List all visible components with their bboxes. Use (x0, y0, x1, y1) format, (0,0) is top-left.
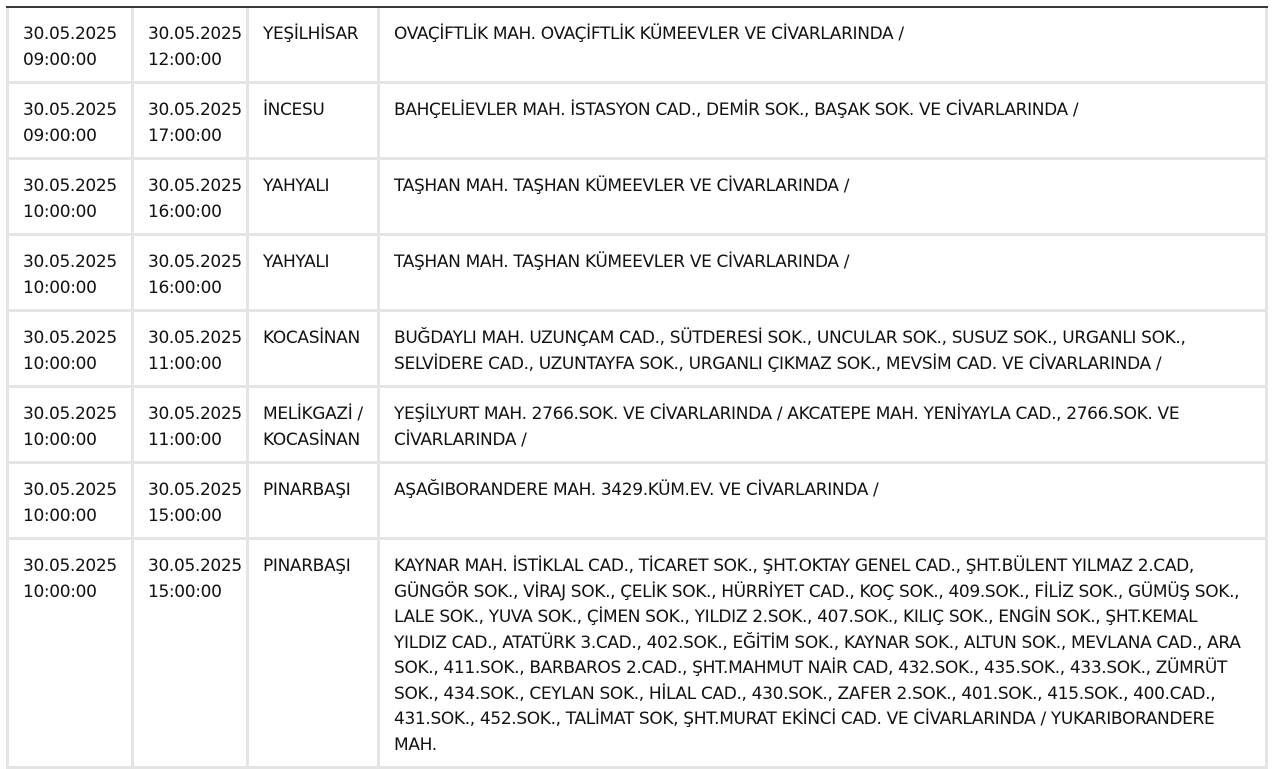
streets-cell: TAŞHAN MAH. TAŞHAN KÜMEEVLER VE CİVARLARINDA / (380, 236, 1268, 312)
end-date: 30.05.2025 (148, 556, 242, 576)
end-cell (134, 8, 249, 84)
start-date: 30.05.2025 (23, 328, 117, 348)
streets-cell: KAYNAR MAH. İSTİKLAL CAD., TİCARET SOK., ŞHT.OKTAY GENEL CAD., ŞHT.BÜLENT YILMAZ 2.CAD, GÜNGÖR SOK., VİRAJ SOK., ÇELİK SOK., HÜRRİYET CAD., KOÇ SOK., 409.SOK., FİLİZ SOK., GÜMÜŞ SOK., LALE SOK., YUVA SOK., ÇİMEN SOK., YILDIZ 2.SOK., 407.SOK., KILIÇ SOK., ENGİN SOK., ŞHT.KEMAL YILDIZ CAD., ATATÜRK 3.CAD., 402.SOK., EĞİTİM SOK., KAYNAR SOK., ALTUN SOK., MEVLANA CAD., ARA SOK., 411.SOK., BARBAROS 2.CAD., ŞHT.MAHMUT NAİR CAD, 432.SOK., 435.SOK., 433.SOK., ZÜMRÜT SOK., 434.SOK., CEYLAN SOK., HİLAL CAD., 430.SOK., ZAFER 2.SOK., 401.SOK., 415.SOK., 400.CAD., 431.SOK., 452.SOK., TALİMAT SOK, ŞHT.MURAT EKİNCİ CAD. VE CİVARLARINDA / YUKARIBORANDERE MAH. (380, 540, 1268, 769)
table-row (6, 160, 1268, 236)
district-cell: MELİKGAZİ / KOCASİNAN (249, 388, 380, 464)
end-date: 30.05.2025 (148, 176, 242, 196)
start-time: 10:00:00 (23, 429, 97, 450)
end-date: 30.05.2025 (148, 328, 242, 348)
start-cell (6, 8, 134, 84)
end-time: 15:00:00 (148, 581, 222, 602)
start-time: 09:00:00 (23, 125, 97, 146)
end-time: 16:00:00 (148, 201, 222, 222)
streets-cell: YEŞİLYURT MAH. 2766.SOK. VE CİVARLARINDA / AKCATEPE MAH. YENİYAYLA CAD., 2766.SOK. VE CİVARLARINDA / (380, 388, 1268, 464)
end-time: 11:00:00 (148, 429, 222, 450)
start-cell (6, 236, 134, 312)
end-cell (134, 540, 249, 769)
table-row (6, 236, 1268, 312)
start-date: 30.05.2025 (23, 100, 117, 120)
table-row (6, 312, 1268, 388)
table-row (6, 388, 1268, 464)
table-row (6, 84, 1268, 160)
start-cell (6, 388, 134, 464)
start-cell (6, 160, 134, 236)
end-cell (134, 388, 249, 464)
district-cell: YAHYALI (249, 160, 380, 236)
end-cell (134, 464, 249, 540)
end-date: 30.05.2025 (148, 252, 242, 272)
start-cell (6, 540, 134, 769)
end-date: 30.05.2025 (148, 100, 242, 120)
end-date: 30.05.2025 (148, 404, 242, 424)
district-cell: YEŞİLHİSAR (249, 8, 380, 84)
end-cell (134, 84, 249, 160)
table-row (6, 464, 1268, 540)
end-time: 16:00:00 (148, 277, 222, 298)
end-cell (134, 236, 249, 312)
streets-cell: AŞAĞIBORANDERE MAH. 3429.KÜM.EV. VE CİVARLARINDA / (380, 464, 1268, 540)
end-time: 15:00:00 (148, 505, 222, 526)
end-cell (134, 312, 249, 388)
table-row (6, 8, 1268, 84)
start-time: 10:00:00 (23, 353, 97, 374)
start-cell (6, 464, 134, 540)
start-cell (6, 312, 134, 388)
start-cell (6, 84, 134, 160)
start-date: 30.05.2025 (23, 480, 117, 500)
start-time: 10:00:00 (23, 201, 97, 222)
end-time: 17:00:00 (148, 125, 222, 146)
district-cell: PINARBAŞI (249, 540, 380, 769)
district-cell: KOCASİNAN (249, 312, 380, 388)
outage-table-body (6, 8, 1268, 769)
end-cell (134, 160, 249, 236)
start-time: 10:00:00 (23, 581, 97, 602)
start-date: 30.05.2025 (23, 556, 117, 576)
district-cell: PINARBAŞI (249, 464, 380, 540)
start-date: 30.05.2025 (23, 176, 117, 196)
end-time: 12:00:00 (148, 49, 222, 70)
streets-cell: BAHÇELİEVLER MAH. İSTASYON CAD., DEMİR SOK., BAŞAK SOK. VE CİVARLARINDA / (380, 84, 1268, 160)
end-time: 11:00:00 (148, 353, 222, 374)
streets-cell: BUĞDAYLI MAH. UZUNÇAM CAD., SÜTDERESİ SOK., UNCULAR SOK., SUSUZ SOK., URGANLI SOK., SELVİDERE CAD., UZUNTAYFA SOK., URGANLI ÇIKMAZ SOK., MEVSİM CAD. VE CİVARLARINDA / (380, 312, 1268, 388)
start-date: 30.05.2025 (23, 24, 117, 44)
start-time: 09:00:00 (23, 49, 97, 70)
streets-cell: TAŞHAN MAH. TAŞHAN KÜMEEVLER VE CİVARLARINDA / (380, 160, 1268, 236)
streets-cell: OVAÇİFTLİK MAH. OVAÇİFTLİK KÜMEEVLER VE CİVARLARINDA / (380, 8, 1268, 84)
end-date: 30.05.2025 (148, 24, 242, 44)
table-row (6, 540, 1268, 769)
end-date: 30.05.2025 (148, 480, 242, 500)
start-date: 30.05.2025 (23, 252, 117, 272)
start-time: 10:00:00 (23, 505, 97, 526)
district-cell: İNCESU (249, 84, 380, 160)
outage-table (6, 8, 1268, 769)
start-date: 30.05.2025 (23, 404, 117, 424)
district-cell: YAHYALI (249, 236, 380, 312)
start-time: 10:00:00 (23, 277, 97, 298)
